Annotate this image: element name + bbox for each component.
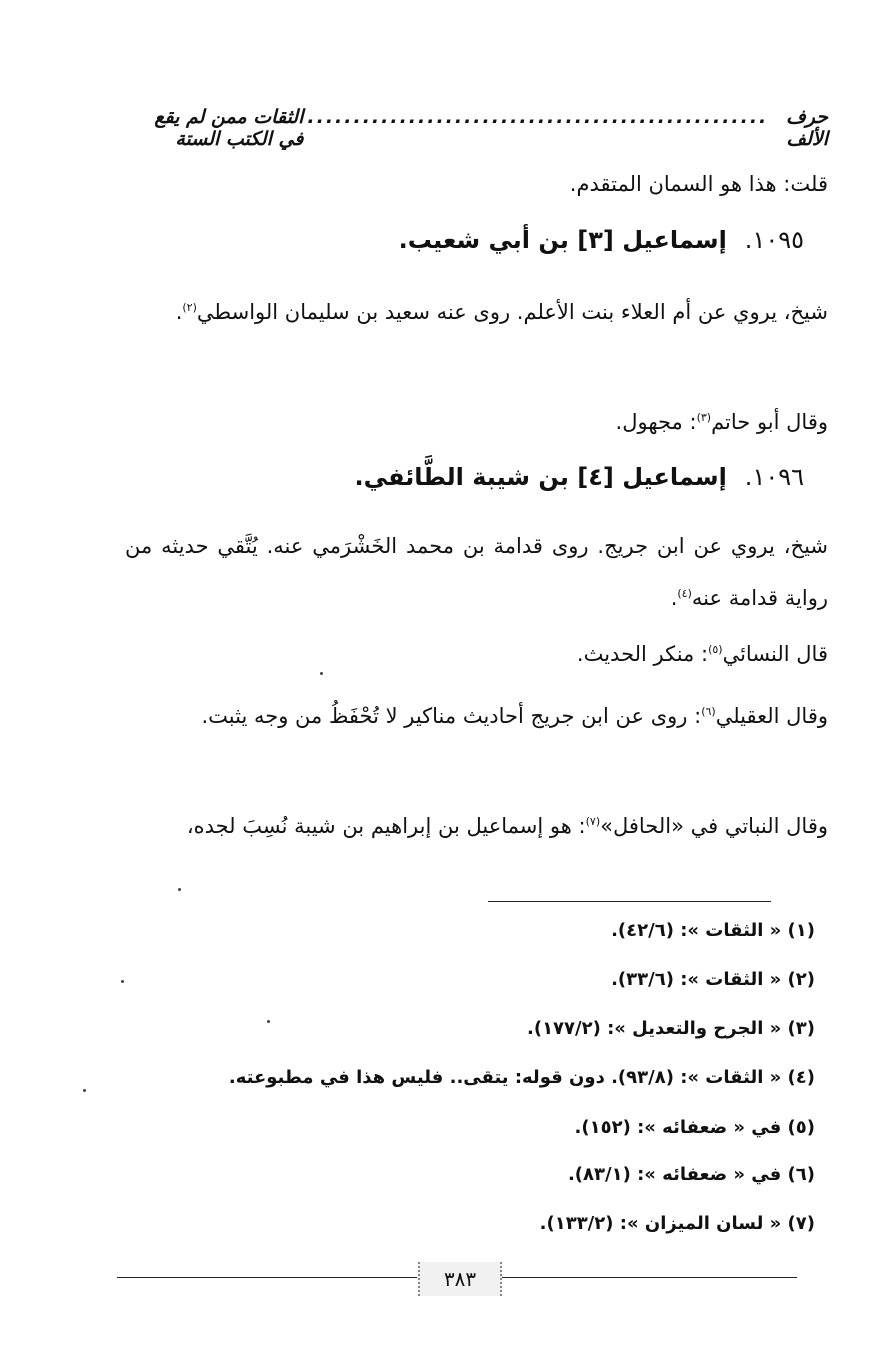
print-speck: [121, 980, 124, 983]
entry-heading-1095: [125, 226, 804, 254]
footnote-4: (٤) « الثقات »: (٩٣/٨). دون قوله: يتقى.. فليس هذا في مطبوعته.: [228, 1067, 815, 1088]
footer-rule-left: [117, 1277, 417, 1278]
entry-number: ١٠٩٥.: [744, 226, 804, 254]
footnote-5: (٥) في « ضعفائه »: (١٥٢).: [574, 1117, 815, 1138]
print-speck: [267, 1020, 270, 1023]
footnote-3: (٣) « الجرح والتعديل »: (١٧٧/٢).: [526, 1018, 815, 1039]
paragraph-note-1094: قلت: هذا هو السمان المتقدم.: [569, 172, 828, 196]
paragraph-1095-bio: شيخ، يروي عن أم العلاء بنت الأعلم. روى عنه سعيد بن سليمان الواسطي$^{(٢)}$.: [175, 300, 828, 324]
entry-heading-1096: [125, 463, 804, 491]
header-leader-dots: ..................................................: [307, 106, 769, 128]
header-book-title: الثقات ممن لم يقع في الكتب الستة: [154, 106, 304, 150]
page-number: ٣٨٣: [418, 1262, 502, 1296]
footnote-ref: (٥): [708, 643, 723, 656]
entry-name: إسماعيل [٤] بن شيبة الطَّائفي.: [354, 463, 727, 491]
entry-number: ١٠٩٦.: [744, 463, 804, 491]
footnote-ref: (٣): [696, 411, 712, 424]
paragraph-1096-nasai: قال النسائي$^{(٥)}$: منكر الحديث.: [576, 642, 828, 666]
footnote-6: (٦) في « ضعفائه »: (٨٣/١).: [567, 1164, 815, 1185]
footnote-ref: (٤): [677, 587, 692, 600]
footnote-separator: [488, 901, 771, 902]
footnote-1: (١) « الثقات »: (٤٢/٦).: [611, 920, 815, 941]
print-speck: [178, 888, 181, 891]
footnote-ref: (٧): [585, 815, 601, 828]
footer-rule-right: [500, 1277, 797, 1278]
print-speck: [83, 1089, 86, 1092]
paragraph-1096-bio: شيخ، يروي عن ابن جريج. روى قدامة بن محمد الخَشْرَمي عنه. يُتَّقي حديثه من رواية قدامة عنه$^{(٤)}$.: [125, 534, 828, 610]
paragraph-1096-nabati: وقال النباتي في «الحافل»$^{(٧)}$: هو إسماعيل بن إبراهيم بن شيبة نُسِبَ لجده،: [186, 814, 828, 838]
footnote-2: (٢) « الثقات »: (٣٣/٦).: [611, 969, 815, 990]
entry-name: إسماعيل [٣] بن أبي شعيب.: [398, 226, 727, 254]
print-speck: [320, 672, 323, 675]
paragraph-1095-abu-hatim: وقال أبو حاتم$^{(٣)}$: مجهول.: [615, 410, 828, 434]
paragraph-1096-uqayli: وقال العقيلي$^{(٦)}$: روى عن ابن جريج أحاديث مناكير لا تُحْفَظُ من وجه يثبت.: [201, 704, 828, 728]
header-chapter: حرف الألف: [786, 106, 828, 150]
footnote-ref: (٦): [701, 705, 716, 718]
running-header: [128, 106, 828, 150]
footnote-ref: (٢): [182, 301, 197, 314]
footnote-7: (٧) « لسان الميزان »: (١٣٣/٢).: [539, 1213, 815, 1234]
